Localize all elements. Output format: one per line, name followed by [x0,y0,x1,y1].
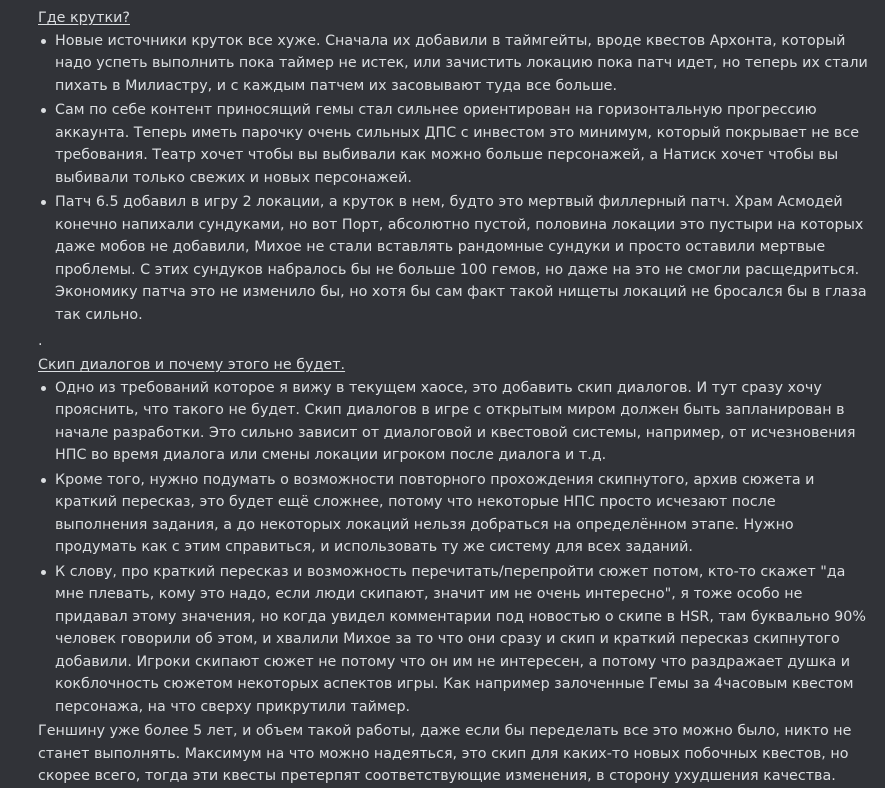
closing-paragraph: Геншину уже более 5 лет, и объем такой работы, даже если бы переделать все это можно было, никто не станет выполнять. Максимум на что можно надеяться, это скип для каких-то новых побочных квестов, но скорее всего, тогда эти квесты претерпят соответствующие изменения, в сторону ухудшения качества. [38,723,852,784]
list-item: Сам по себе контент приносящий гемы стал сильнее ориентирован на горизонтальную прогрессию аккаунта. Теперь иметь парочку очень сильных ДПС с инвестом это минимум, который покрывает не все требования. Театр хочет чтобы вы выбивали как можно больше персонажей, а Натиск хочет чтобы вы выбивали только свежих и новых персонажей. [55,99,870,189]
list-item: К слову, про краткий пересказ и возможность перечитать/перепройти сюжет потом, кто-то скажет "да мне плевать, кому это надо, если люди скипают, значит им не очень интересно", я тоже особо не придавал этому значения, но когда увидел комментарии под новостью о скипе в HSR, там буквально 90% человек говорили об этом, и хвалили Михое за то что они сразу и скип и краткий пересказ скипнутого добавили. Игроки скипают сюжет не потому что он им не интересен, а потому что раздражает душка и кокблочность сюжетом некоторых аспектов игры. Как например залоченные Гемы за 4часовым квестом персонажа, на что сверху прикрутили таймер. [55,561,870,719]
section-heading-rolls: Где крутки? [38,10,130,26]
message-content [38,7,870,788]
bullet-list-dialog-skip [38,377,870,719]
list-item: Кроме того, нужно подумать о возможности повторного прохождения скипнутого, архив сюжета и краткий пересказ, это будет ещё сложнее, потому что некоторые НПС просто исчезают после выполнения задания, а до некоторых локаций нельзя добраться на определённом этапе. Нужно продумать как с этим справиться, и использовать ту же систему для всех заданий. [55,469,870,559]
separator-dot: . [38,333,43,349]
list-item: Одно из требований которое я вижу в текущем хаосе, это добавить скип диалогов. И тут сразу хочу прояснить, что такого не будет. Скип диалогов в игре с открытым миром должен быть запланирован в начале разработки. Это сильно зависит от диалоговой и квестовой системы, например, от исчезновения НПС во время диалога или смены локации игроком после диалога и т.д. [55,377,870,467]
section-heading-dialog-skip: Скип диалогов и почему этого не будет. [38,357,346,373]
list-item: Новые источники круток все хуже. Сначала их добавили в таймгейты, вроде квестов Архонта, который надо успеть выполнить пока таймер не истек, или зачистить локацию пока патч идет, но теперь их стали пихать в Милиастру, и с каждым патчем их засовывают туда все больше. [55,30,870,98]
bullet-list-rolls [38,30,870,327]
list-item: Патч 6.5 добавил в игру 2 локации, а круток в нем, будто это мертвый филлерный патч. Храм Асмодей конечно напихали сундуками, но вот Порт, абсолютно пустой, половина локации это пустыри на которых даже мобов не добавили, Михое не стали вставлять рандомные сундуки и просто оставили мертвые проблемы. С этих сундуков набралось бы не больше 100 гемов, но даже на это не смогли расщедриться. Экономику патча это не изменило бы, но хотя бы сам факт такой нищеты локаций не бросался бы в глаза так сильно. [55,191,870,326]
